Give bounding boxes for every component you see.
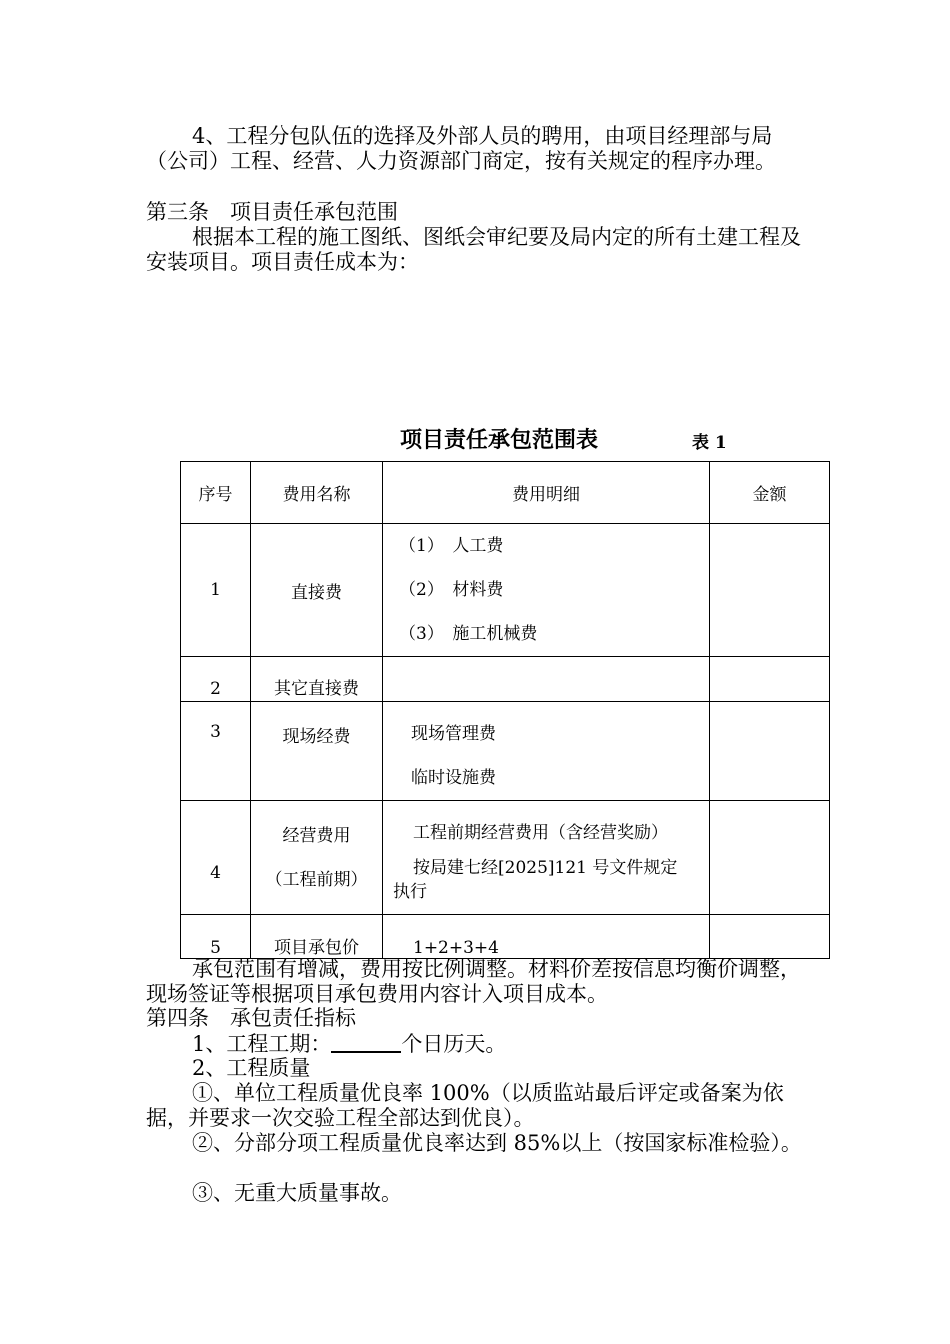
detail-line: 按局建七经[2025]121 号文件规定 xyxy=(413,858,678,878)
detail-line: 临时设施费 xyxy=(411,768,496,788)
table-row xyxy=(181,915,830,959)
row-details xyxy=(383,524,710,657)
detail-line: 执行 xyxy=(393,882,427,902)
detail-line: 现场管理费 xyxy=(411,724,496,744)
row-no: 4 xyxy=(181,801,251,915)
header-name: 费用名称 xyxy=(251,462,383,524)
row-amount xyxy=(710,702,830,801)
row-name xyxy=(251,801,383,915)
scope-table xyxy=(180,461,830,959)
header-amount: 金额 xyxy=(710,462,830,524)
row-amount xyxy=(710,915,830,959)
row-name-line: 经营费用 xyxy=(282,825,351,846)
row-details xyxy=(383,657,710,702)
row-name: 现场经费 xyxy=(251,702,383,801)
row-details xyxy=(383,801,710,915)
detail-line: （1） 人工费 xyxy=(399,536,504,556)
row-amount xyxy=(710,657,830,702)
row-no: 5 xyxy=(181,915,251,959)
table-header-row xyxy=(181,462,830,524)
table-number: 表 1 xyxy=(692,433,727,453)
table-title: 项目责任承包范围表 xyxy=(400,428,599,453)
table-row xyxy=(181,801,830,915)
paragraph-adjustment: 承包范围有增减，费用按比例调整。材料价差按信息均衡价调整，现场签证等根据项目承包费用内容计入项目成本。 xyxy=(146,957,801,1006)
article-4-title: 第四条 承包责任指标 xyxy=(146,1006,356,1030)
detail-line: （3） 施工机械费 xyxy=(399,624,538,644)
row-amount xyxy=(710,801,830,915)
item-quality: 2、工程质量 xyxy=(192,1056,311,1080)
row-name: 项目承包价 xyxy=(251,915,383,959)
detail-line: 工程前期经营费用（含经营奖励） xyxy=(413,823,668,843)
detail-line: （2） 材料费 xyxy=(399,580,504,600)
row-no: 1 xyxy=(181,524,251,657)
table-row xyxy=(181,657,830,702)
header-details: 费用明细 xyxy=(383,462,710,524)
row-name: 其它直接费 xyxy=(251,657,383,702)
row-name-line: （工程前期） xyxy=(265,869,368,890)
table-row xyxy=(181,702,830,801)
row-no: 2 xyxy=(181,657,251,702)
row-name: 直接费 xyxy=(251,524,383,657)
article-3-title: 第三条 项目责任承包范围 xyxy=(146,200,398,224)
header-no: 序号 xyxy=(181,462,251,524)
row-amount xyxy=(710,524,830,657)
row-details xyxy=(383,702,710,801)
row-no: 3 xyxy=(181,702,251,801)
duration-blank xyxy=(331,1031,401,1053)
quality-point-1: ①、单位工程质量优良率 100%（以质监站最后评定或备案为依据，并要求一次交验工程全部达到优良）。 xyxy=(146,1081,784,1130)
paragraph-subcontract: 4、工程分包队伍的选择及外部人员的聘用，由项目经理部与局（公司）工程、经营、人力资源部门商定，按有关规定的程序办理。 xyxy=(146,124,776,173)
paragraph-scope: 根据本工程的施工图纸、图纸会审纪要及局内定的所有土建工程及安装项目。项目责任成本为： xyxy=(146,225,801,274)
row-details: 1+2+3+4 xyxy=(383,915,710,959)
item-duration: 1、工程工期： 个日历天。 xyxy=(192,1032,507,1056)
table-row xyxy=(181,524,830,657)
quality-point-3: ③、无重大质量事故。 xyxy=(192,1181,402,1205)
quality-point-2: ②、分部分项工程质量优良率达到 85%以上（按国家标准检验）。 xyxy=(192,1131,802,1155)
